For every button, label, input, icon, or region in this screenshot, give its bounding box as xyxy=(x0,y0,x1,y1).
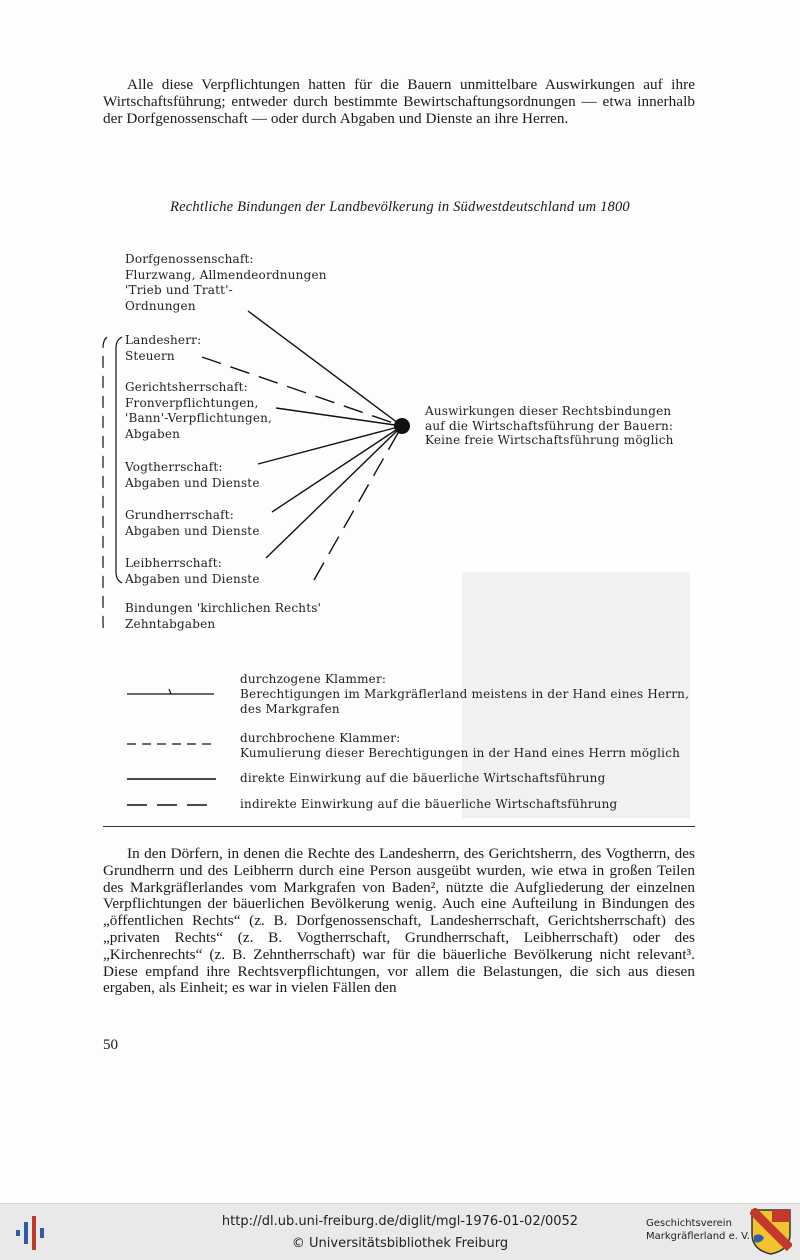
legend-indirect: indirekte Einwirkung auf die bäuerliche Wirtschaftsführung xyxy=(240,797,618,811)
line-vogtherrschaft xyxy=(258,426,402,464)
group-leibherrschaft: Leibherrschaft: Abgaben und Dienste xyxy=(125,556,260,586)
coat-of-arms-icon[interactable] xyxy=(750,1208,792,1256)
page-number: 50 xyxy=(103,1037,118,1053)
organization-name: Geschichtsverein Markgräflerland e. V. xyxy=(646,1218,750,1242)
section-divider xyxy=(103,826,695,827)
copyright-notice: © Universitätsbibliothek Freiburg xyxy=(291,1236,509,1251)
legend-broken-bracket: durchbrochene Klammer: Kumulierung dieser Berechtigungen in der Hand eines Herrn möglich xyxy=(240,731,681,760)
paragraph-2: In den Dörfern, in denen die Rechte des Landesherrn, des Gerichtsherrn, des Vogtherrn, des Grundherrn und des Leibherrn durch eine Person ausgeübt wurden, wie etwa in großen Teilen des Markgräflerlandes vom Markgrafen von Baden², nützte die Aufgliederung der einzelnen Verpflichtungen der bäuerlichen Bevölkerung wenig. Auch eine Aufteilung in Bindungen des „öffentlichen Rechts“ (z. B. Dorfgenossenschaft, Landesherrschaft, Gerichtsherrschaft) des „privaten Rechts“ (z. B. Vogtherrschaft, Grundherrschaft, Leibherrschaft) oder des „Kirchenrechts“ (z. B. Zehntherrschaft) war für die bäuerliche Bevölkerung nicht relevant³. Diese empfand ihre Rechtsverpflichtungen, vor allem die Belastungen, die sich aus diesen ergaben, als Einheit; es war in vielen Fällen den xyxy=(103,845,695,997)
line-grundherrschaft xyxy=(272,426,402,512)
line-gerichtsherrschaft xyxy=(276,408,402,426)
legend-solid-bracket: durchzogene Klammer: Berechtigungen im Markgräflerland meistens in der Hand eines Herrn, des Markgrafen xyxy=(240,672,690,716)
document-url[interactable]: http://dl.ub.uni-freiburg.de/diglit/mgl-1976-01-02/0052 xyxy=(221,1214,579,1229)
viewer-footer xyxy=(0,1203,800,1260)
solid-bracket xyxy=(116,337,122,583)
group-dorfgenossenschaft: Dorfgenossenschaft: Flurzwang, Allmendeordnungen 'Trieb und Tratt'- Ordnungen xyxy=(125,252,327,313)
diagram-caption: Rechtliche Bindungen der Landbevölkerung in Südwestdeutschland um 1800 xyxy=(170,199,630,215)
group-grundherrschaft: Grundherrschaft: Abgaben und Dienste xyxy=(125,508,260,538)
legend-direct: direkte Einwirkung auf die bäuerliche Wirtschaftsführung xyxy=(240,771,606,785)
legend-bracket-tick xyxy=(169,689,171,694)
line-kirchliches-recht xyxy=(314,426,402,580)
effect-label: Auswirkungen dieser Rechtsbindungen auf die Wirtschaftsführung der Bauern: Keine freie Wirtschaftsführung möglich xyxy=(425,404,674,447)
group-vogtherrschaft: Vogtherrschaft: Abgaben und Dienste xyxy=(125,460,260,490)
broken-bracket xyxy=(103,337,107,634)
group-kirchliches-recht: Bindungen 'kirchlichen Rechts' Zehntabgaben xyxy=(125,601,322,631)
line-leibherrschaft xyxy=(266,426,402,558)
group-gerichtsherrschaft: Gerichtsherrschaft: Fronverpflichtungen, 'Bann'-Verpflichtungen, Abgaben xyxy=(125,380,273,441)
paragraph-1: Alle diese Verpflichtungen hatten für die Bauern unmittelbare Auswirkungen auf ihre Wirtschaftsführung; entweder durch bestimmte Bewirtschaftungsordnungen — etwa innerhalb der Dorfgenossenschaft — oder durch Abgaben und Dienste an ihre Herren. xyxy=(103,76,695,127)
group-landesherr: Landesherr: Steuern xyxy=(125,333,202,363)
